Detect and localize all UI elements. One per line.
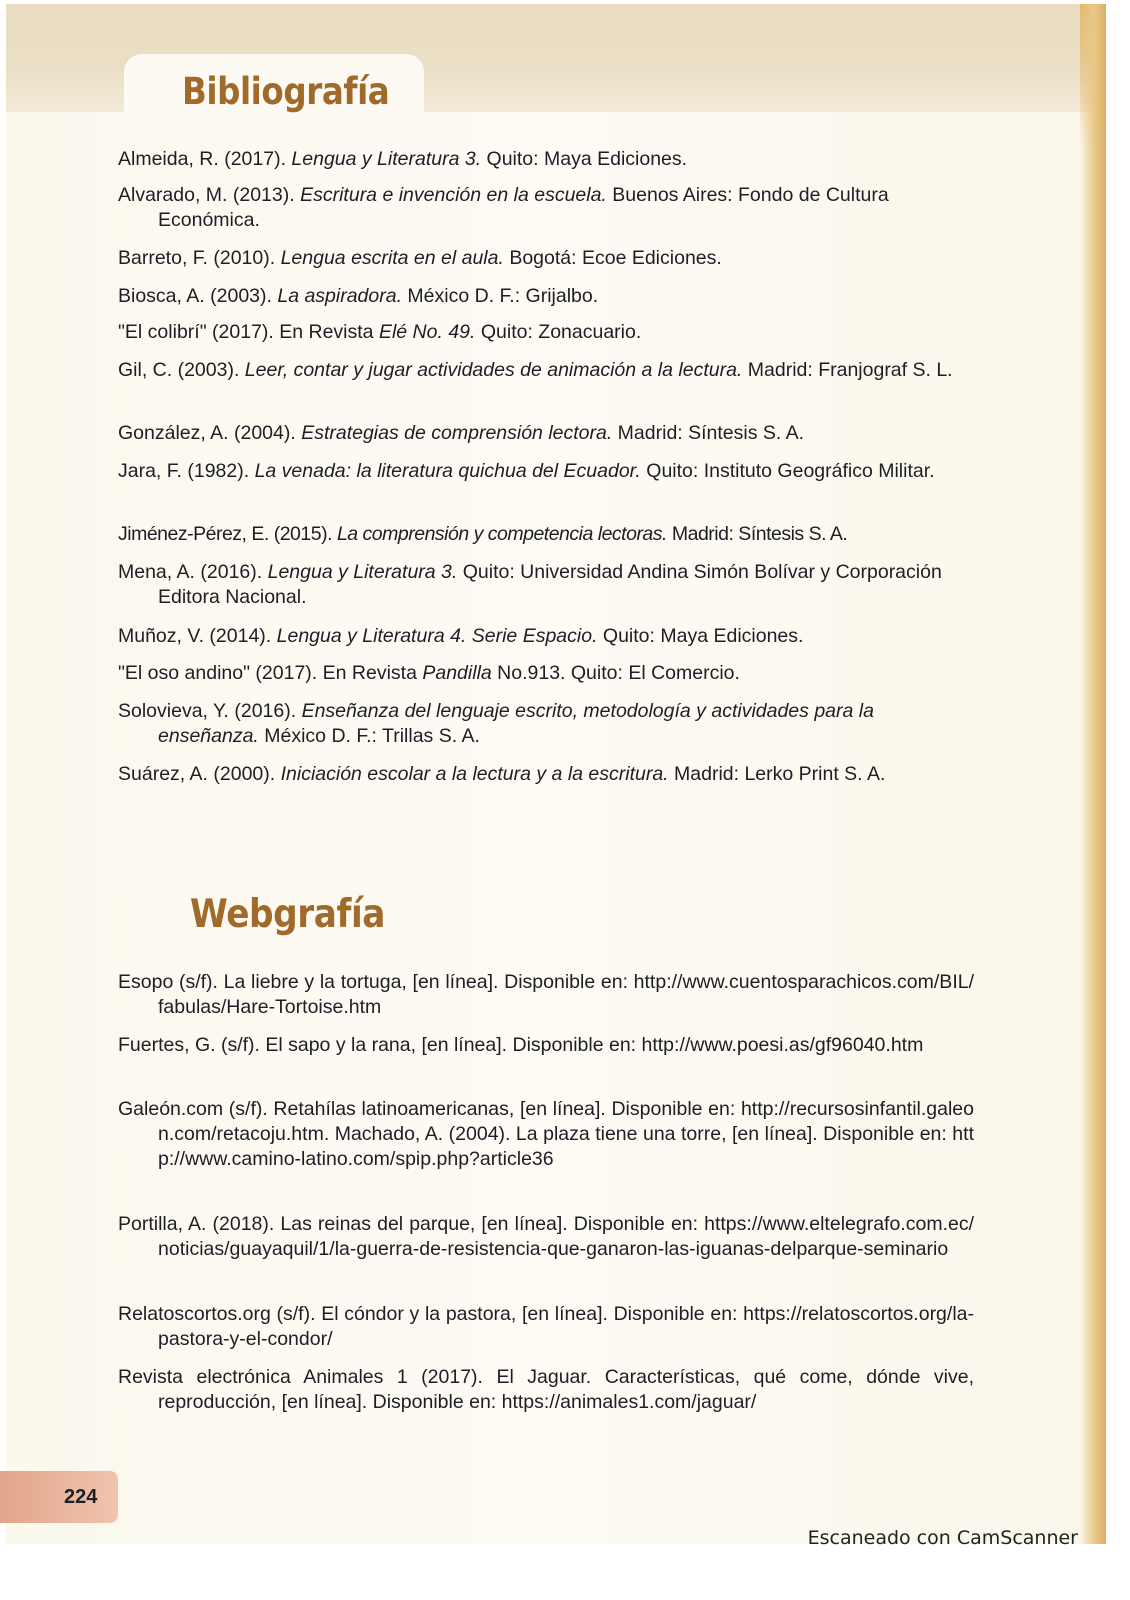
scanner-watermark: Escaneado con CamScanner [807,1527,1078,1549]
bibliography-entry: Almeida, R. (2017). Lengua y Literatura 3. Quito: Maya Ediciones. [118,148,688,170]
bibliography-entry: "El oso andino" (2017). En Revista Pandilla No.913. Quito: El Comercio. [118,662,740,684]
bibliography-entry: Gil, C. (2003). Leer, contar y jugar actividades de animación a la lectura. Madrid: Franjograf S. L. [118,359,953,381]
bibliography-title: Bibliografía [182,70,390,113]
bibliography-entry: Barreto, F. (2010). Lengua escrita en el aula. Bogotá: Ecoe Ediciones. [118,247,722,269]
bibliography-entry: Solovieva, Y. (2016). Enseñanza del lenguaje escrito, metodología y actividades para la enseñanza. México D. F.: Trillas S. A. [118,700,874,747]
webography-entry: Fuertes, G. (s/f). El sapo y la rana, [en línea]. Disponible en: http://www.poesi.as/gf96040.htm [118,1034,924,1056]
bibliography-entry: Muñoz, V. (2014). Lengua y Literatura 4. Serie Espacio. Quito: Maya Ediciones. [118,625,804,647]
webography-entry: Relatoscortos.org (s/f). El cóndor y la pastora, [en línea]. Disponible en: https://relatoscortos.org/la-pastora-y-el-condor/ [118,1303,974,1350]
webography-entry: Esopo (s/f). La liebre y la tortuga, [en línea]. Disponible en: http://www.cuentosparachicos.com/BIL/fabulas/Hare-Tortoise.htm [118,971,974,1018]
webography-entry: Portilla, A. (2018). Las reinas del parque, [en línea]. Disponible en: https://www.eltelegrafo.com.ec/noticias/guayaquil/1/la-guerra-de-resistencia-que-ganaron-las-iguanas-delparque-seminario [118,1213,974,1260]
bibliography-entry: Jiménez-Pérez, E. (2015). La comprensión y competencia lectoras. Madrid: Síntesis S. A. [118,523,848,545]
bibliography-entry: "El colibrí" (2017). En Revista Elé No. 49. Quito: Zonacuario. [118,321,642,343]
webography-entry: Galeón.com (s/f). Retahílas latinoamericanas, [en línea]. Disponible en: http://recursosinfantil.galeon.com/retacoju.htm. Machado, A. (2004). La plaza tiene una torre, [en línea]. Disponible en: http://www.camino-latino.com/spip.php?article36 [118,1098,974,1170]
page-number: 224 [0,1471,118,1523]
bibliography-entry: Biosca, A. (2003). La aspiradora. México D. F.: Grijalbo. [118,285,599,307]
webography-title: Webgrafía [190,892,386,937]
bibliography-entry: Alvarado, M. (2013). Escritura e invención en la escuela. Buenos Aires: Fondo de Cultura Económica. [118,184,889,231]
bibliography-entry: Mena, A. (2016). Lengua y Literatura 3. Quito: Universidad Andina Simón Bolívar y Corporación Editora Nacional. [118,561,942,608]
bibliography-entry: Jara, F. (1982). La venada: la literatura quichua del Ecuador. Quito: Instituto Geográfico Militar. [118,460,935,482]
bibliography-entry: González, A. (2004). Estrategias de comprensión lectora. Madrid: Síntesis S. A. [118,422,805,444]
webography-entry: Revista electrónica Animales 1 (2017). El Jaguar. Características, qué come, dónde vive, reproducción, [en línea]. Disponible en: https://animales1.com/jaguar/ [118,1366,974,1413]
page-edge [1080,4,1106,1544]
bibliography-entry: Suárez, A. (2000). Iniciación escolar a la lectura y a la escritura. Madrid: Lerko Print S. A. [118,763,886,785]
